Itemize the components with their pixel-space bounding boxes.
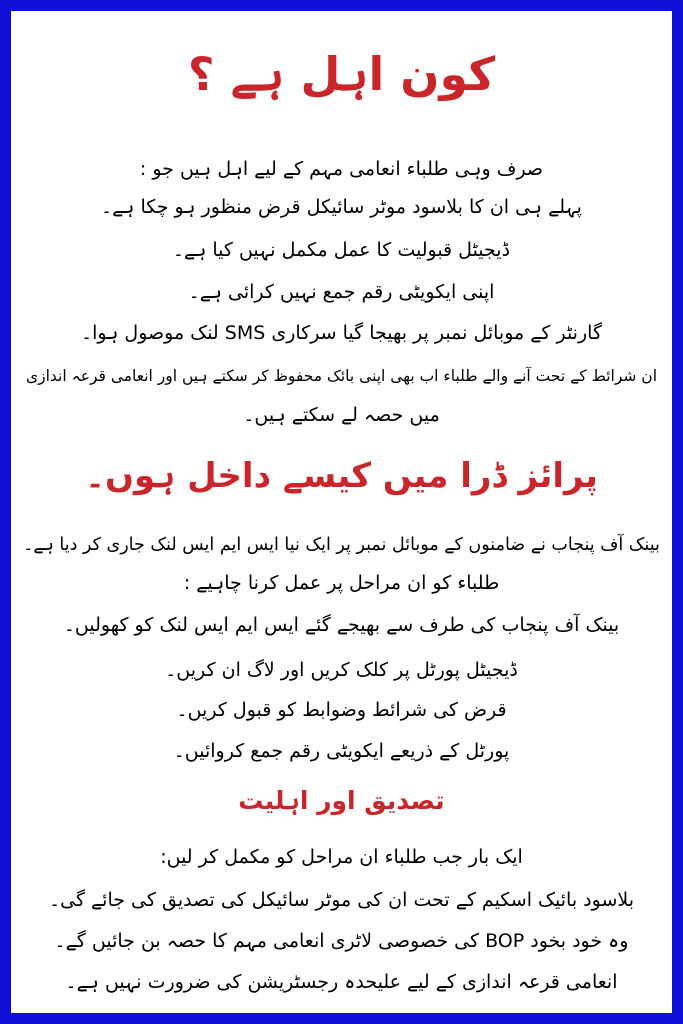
verification-intro: ایک بار جب طلباء ان مراحل کو مکمل کر لیں: [160, 846, 523, 868]
heading-who-is-eligible: کون اہل ہے ؟ [187, 47, 496, 101]
eligibility-item-digital-acceptance: ڈیجیٹل قبولیت کا عمل مکمل نہیں کیا ہے۔ [172, 239, 511, 261]
entry-intro: بینک آف پنجاب نے ضامنوں کے موبائل نمبر پر ایک نیا ایس ایم ایس لنک جاری کر دیا ہے۔ [23, 535, 660, 555]
entry-step-deposit: پورٹل کے ذریعے ایکویٹی رقم جمع کروائیں۔ [173, 740, 510, 762]
eligibility-note-line-1: ان شرائط کے تحت آنے والے طلباء اب بھی اپنی بائک محفوظ کر سکتے ہیں اور انعامی قرعہ اندازی [26, 367, 657, 385]
eligibility-item-sms: گارنٹر کے موبائل نمبر پر بھیجا گیا سرکاری SMS لنک موصول ہوا۔ [81, 322, 602, 344]
entry-steps-intro: طلباء کو ان مراحل پر عمل کرنا چاہیے : [183, 572, 500, 594]
verification-item-bike: بلاسود بائیک اسکیم کے تحت ان کی موٹر سائیکل کی تصدیق کی جائے گی۔ [49, 889, 634, 911]
eligibility-item-loan-approved: پہلے ہی ان کا بلاسود موٹر سائیکل قرض منظور ہو چکا ہے۔ [101, 196, 582, 218]
eligibility-note-line-2: میں حصہ لے سکتے ہیں۔ [243, 404, 440, 426]
eligibility-item-equity: اپنی ایکویٹی رقم جمع نہیں کرائی ہے۔ [188, 281, 495, 303]
verification-item-lottery: وہ خود بخود BOP کی خصوصی لاٹری انعامی مہم کا حصہ بن جائیں گے۔ [54, 930, 629, 952]
entry-step-login: ڈیجیٹل پورٹل پر کلک کریں اور لاگ ان کریں۔ [165, 659, 518, 681]
eligibility-intro: صرف وہی طلباء انعامی مہم کے لیے اہل ہیں جو : [139, 158, 544, 180]
verification-item-no-registration: انعامی قرعہ اندازی کے لیے علیحدہ رجسٹریشن کی ضرورت نہیں ہے۔ [65, 971, 618, 993]
entry-step-accept-terms: قرض کی شرائط وضوابط کو قبول کریں۔ [176, 699, 507, 721]
entry-step-open-link: بینک آف پنجاب کی طرف سے بھیجے گئے ایس ایم ایس لنک کو کھولیں۔ [63, 614, 620, 636]
page-frame [11, 11, 672, 1013]
heading-verification: تصدیق اور اہلیت [238, 786, 445, 815]
article [11, 11, 672, 1013]
heading-how-to-enter: پرائز ڈرا میں کیسے داخل ہوں۔ [85, 456, 598, 496]
